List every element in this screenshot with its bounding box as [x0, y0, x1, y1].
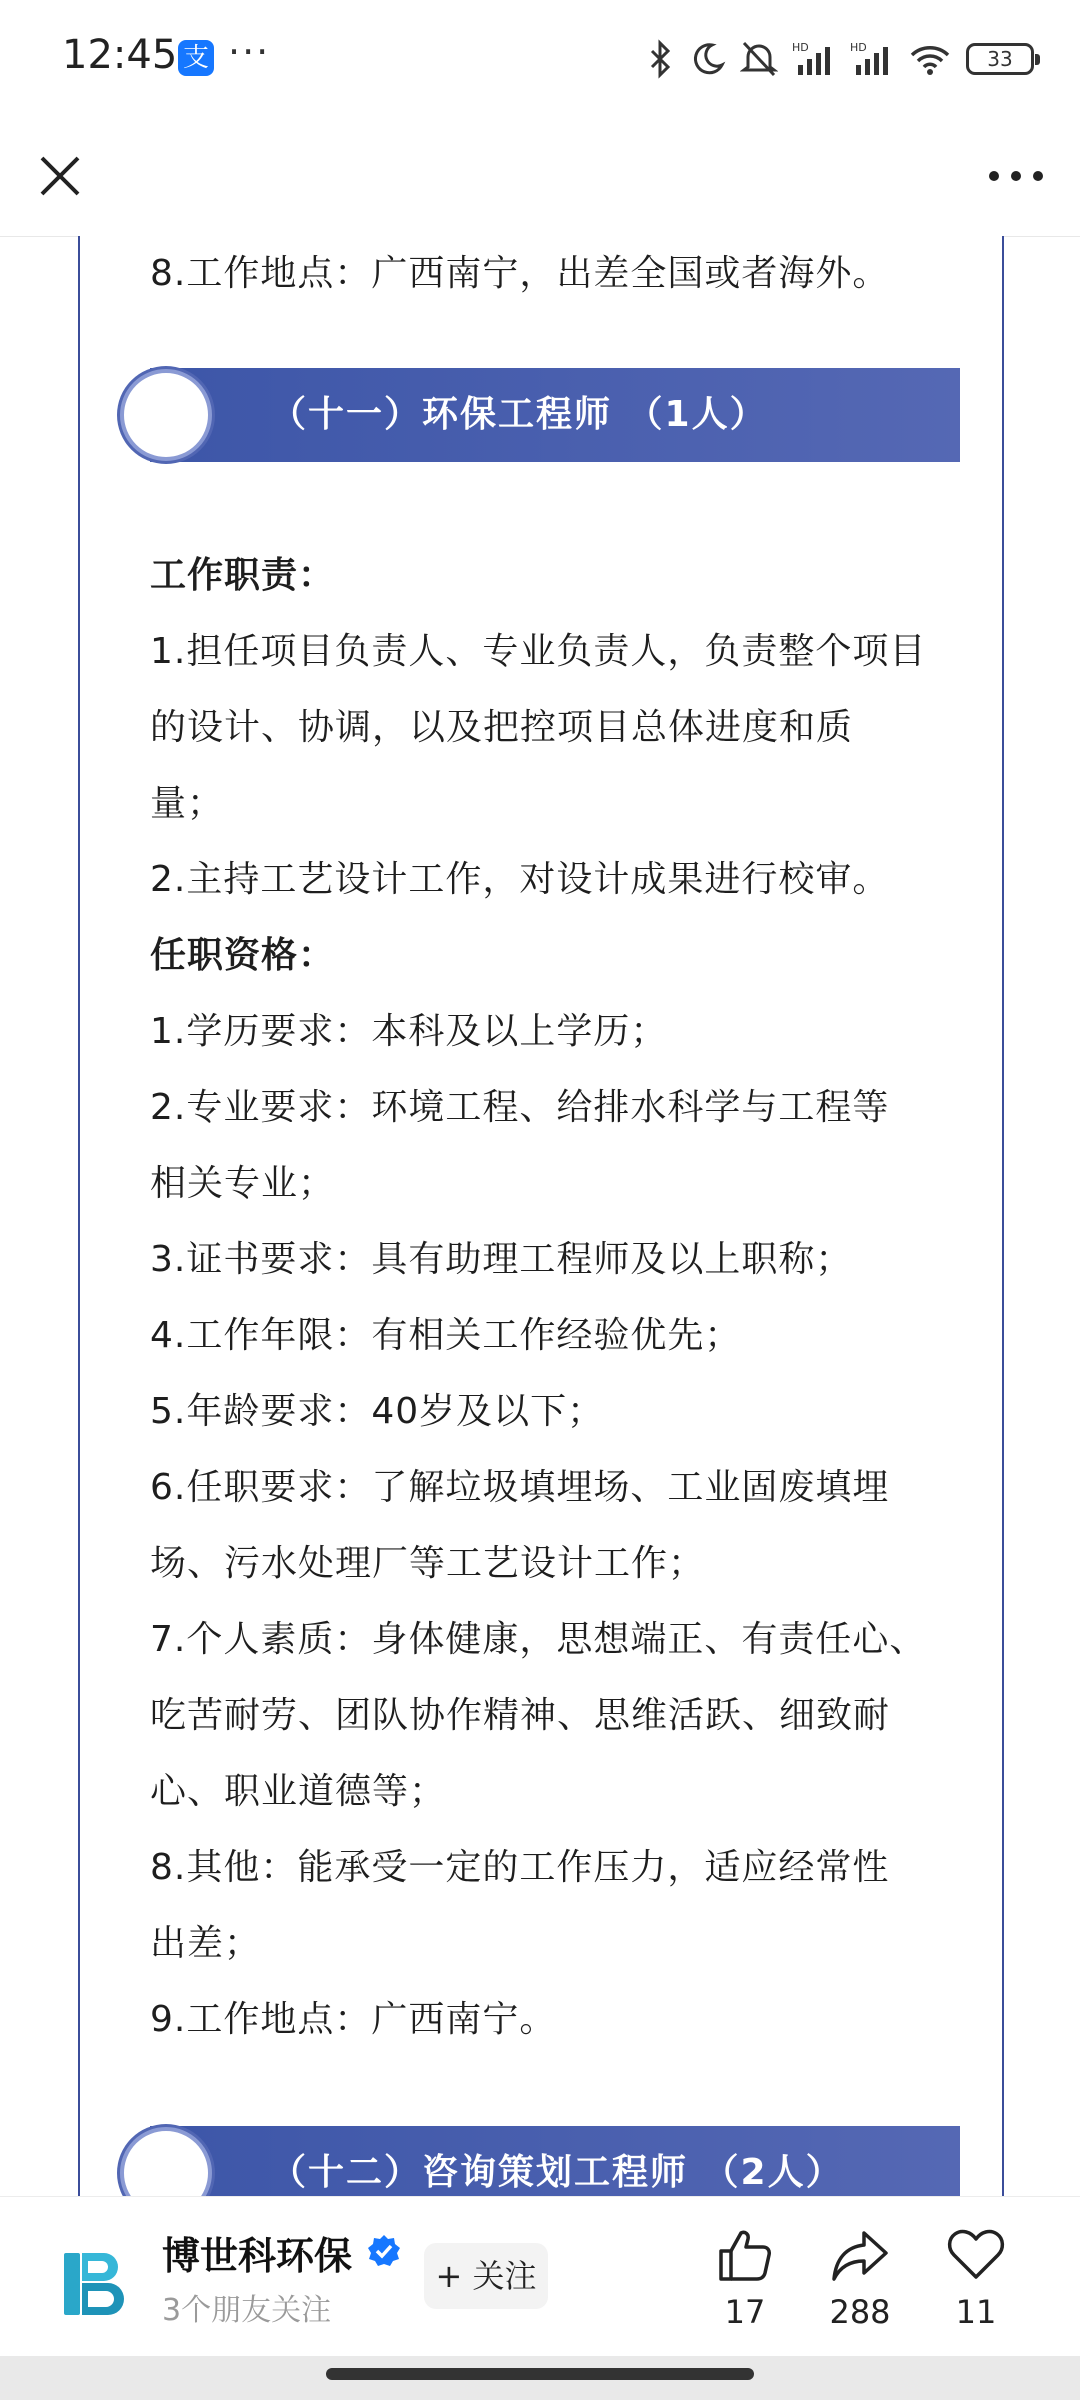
like-button[interactable]: [690, 2225, 800, 2331]
more-options-button[interactable]: [980, 148, 1052, 204]
qualification-line: 7.个人素质：身体健康，思想端正、有责任心、: [150, 1619, 927, 1660]
follow-button[interactable]: + 关注: [424, 2243, 548, 2309]
section-header-consulting-engineer: [150, 2126, 960, 2196]
share-button[interactable]: [805, 2225, 915, 2331]
bluetooth-icon: [646, 39, 676, 79]
qualification-line: 6.任职要求：了解垃圾填埋场、工业固废填埋: [150, 1467, 890, 1508]
duty-line: 的设计、协调，以及把控项目总体进度和质: [150, 707, 854, 748]
prev-section-work-location: 8.工作地点：广西南宁，出差全国或者海外。: [150, 253, 890, 294]
qualification-line: 场、污水处理厂等工艺设计工作；: [150, 1543, 706, 1584]
status-bar: [0, 0, 1080, 118]
thumbs-up-icon: [715, 2225, 775, 2285]
mute-bell-icon: [740, 39, 778, 79]
nav-bar: [0, 118, 1080, 237]
status-time: 12:45: [62, 32, 178, 78]
heart-icon: [946, 2225, 1006, 2285]
qualification-line: 出差；: [150, 1923, 262, 1964]
svg-text:HD: HD: [850, 41, 867, 54]
section-circle-decoration: [120, 369, 212, 461]
section-circle-decoration: [120, 2127, 212, 2196]
signal-hd-2-icon: [850, 39, 894, 79]
qualification-line: 8.其他：能承受一定的工作压力，适应经常性: [150, 1847, 890, 1888]
favorite-count: 11: [955, 2293, 997, 2331]
section-title: （十二）咨询策划工程师 （2人）: [270, 2152, 844, 2193]
article-content: [78, 236, 1004, 2196]
qualification-line: 4.工作年限：有相关工作经验优先；: [150, 1315, 742, 1356]
close-button[interactable]: [28, 144, 92, 208]
more-notifications-icon: ···: [228, 30, 271, 74]
qualification-line: 5.年龄要求：40岁及以下；: [150, 1391, 605, 1432]
brand-logo-icon: [62, 2249, 128, 2319]
wifi-icon: [908, 39, 952, 79]
qualification-line: 2.专业要求：环境工程、给排水科学与工程等: [150, 1087, 890, 1128]
qualification-line: 相关专业；: [150, 1163, 336, 1204]
qualifications-heading: 任职资格：: [150, 935, 336, 976]
like-count: 17: [724, 2293, 766, 2331]
close-icon: [28, 144, 92, 208]
qualification-line: 9.工作地点：广西南宁。: [150, 1999, 557, 2040]
duty-line: 量；: [150, 783, 225, 824]
section-header-environmental-engineer: [150, 368, 960, 462]
favorite-button[interactable]: [921, 2225, 1031, 2331]
qualification-line: 心、职业道德等；: [150, 1771, 447, 1812]
job-description: [150, 538, 950, 2058]
verified-badge-icon: [366, 2233, 402, 2269]
moon-icon: [690, 39, 726, 79]
friends-following-count: 3个朋友关注: [162, 2293, 332, 2328]
gesture-navigation-area: [0, 2356, 1080, 2400]
duty-line: 1.担任项目负责人、专业负责人，负责整个项目: [150, 631, 927, 672]
account-name[interactable]: 博世科环保: [162, 2234, 353, 2278]
bottom-action-bar: [0, 2196, 1080, 2357]
account-logo[interactable]: [62, 2249, 128, 2319]
more-dots-icon: [980, 148, 1052, 204]
alipay-notification-icon: 支: [178, 40, 214, 76]
status-icons: [646, 34, 1034, 84]
svg-text:HD: HD: [792, 41, 809, 54]
qualification-line: 3.证书要求：具有助理工程师及以上职称；: [150, 1239, 853, 1280]
qualification-line: 吃苦耐劳、团队协作精神、思维活跃、细致耐: [150, 1695, 891, 1736]
duty-line: 2.主持工艺设计工作，对设计成果进行校审。: [150, 859, 890, 900]
battery-icon: 33: [966, 43, 1034, 75]
section-title: （十一）环保工程师 （1人）: [270, 394, 768, 435]
share-arrow-icon: [830, 2225, 890, 2285]
share-count: 288: [829, 2293, 891, 2331]
signal-hd-1-icon: [792, 39, 836, 79]
qualification-line: 1.学历要求：本科及以上学历；: [150, 1011, 668, 1052]
duties-heading: 工作职责：: [150, 555, 336, 596]
home-indicator[interactable]: [326, 2368, 754, 2380]
